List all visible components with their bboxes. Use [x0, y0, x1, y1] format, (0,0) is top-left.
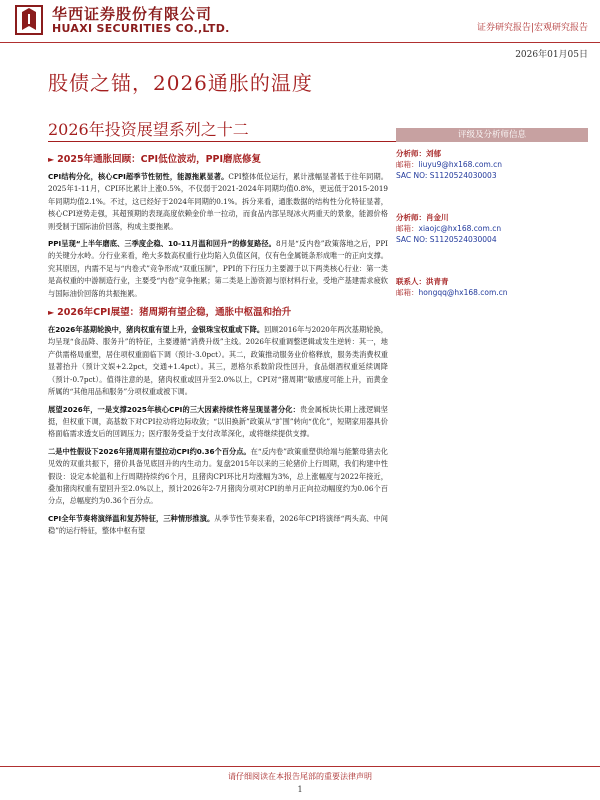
sac-number: SAC NO: S1120524030004: [396, 235, 497, 244]
email-label: 邮箱：: [396, 224, 419, 233]
analyst-name: 分析师：刘郁: [396, 149, 441, 158]
section-heading: ► 2026年CPI展望：猪周期有望企稳，通胀中枢温和抬升: [48, 307, 292, 319]
body-paragraph: [48, 404, 388, 441]
contact-name: 联系人：洪青青: [396, 277, 449, 286]
report-type: 证券研究报告|宏观研究报告: [476, 23, 588, 33]
footer-divider: [0, 766, 600, 767]
series-subtitle: 2026年投资展望系列之十二: [48, 120, 249, 139]
subtitle-divider: [48, 141, 396, 142]
report-title: 股债之锚，2026通胀的温度: [48, 71, 313, 95]
email-label: 邮箱：: [396, 160, 419, 169]
sac-number: SAC NO: S1120524030003: [396, 171, 497, 180]
contact-block: [396, 276, 588, 298]
body-paragraph: [48, 446, 388, 508]
company-name-cn: 华西证券股份有限公司: [52, 5, 213, 23]
email-label: 邮箱：: [396, 288, 419, 297]
paragraph-lead: CPI结构分化，核心CPI超季节性韧性，能源拖累显著。: [48, 172, 229, 181]
paragraph-lead: 展望2026年，一是支撑2025年核心CPI的三大因素持续性将呈现显著分化：: [48, 404, 301, 414]
company-name-en: HUAXI SECURITIES CO.,LTD.: [52, 22, 230, 35]
header-divider: [0, 42, 600, 43]
paragraph-lead: CPI全年节奏将演绎温和复苏特征，三种情形推演。: [48, 513, 215, 523]
triangle-bullet-icon: ►: [48, 155, 55, 164]
paragraph-text: 8月是“反内卷”政策落地之后，PPI的关键分水岭。分行业来看，绝大多数高权重行业均陷入负值区间，仅有色金属链条形成唯一的正向支撑。究其原因，内需不足与“内卷式”竞争形成“双重压制”，PPI的下行压力主要源于以下两类核心行业：第一类是高权重的中游制造行业，主要受“内卷”竞争拖累；第二类是上游资源与原材料行业，受地产基建需求疲软与国际油价回落的共振拖累。: [48, 239, 388, 298]
report-body: [48, 152, 388, 543]
paragraph-text: 在“反内卷”政策重塑供给端与能繁母猪去化见效的双重共振下，猪价具备见底回升的内生动力。复盘2015年以来的三轮猪价上行周期，我们构建中性假设：设定本轮温和上行周期持续约6个月，且猪肉CPI环比月均涨幅为3%，总上涨幅度与2022年接近，叠加猪肉权重有望回升至2.0%以上，预计2026年2-7月猪肉分项对CPI的单月正向拉动幅度约为0.06个百分点，总幅度约为0.36个百分点。: [48, 446, 388, 506]
contact-email-line: [396, 287, 588, 298]
sidebar-header: 评级及分析师信息: [396, 128, 588, 142]
paragraph-lead: 二是中性假设下2026年猪周期有望拉动CPI约0.36个百分点。: [48, 446, 251, 456]
paragraph-lead: PPI呈现“上半年磨底、三季度企稳、10-11月温和回升”的修复路径。: [48, 239, 276, 249]
huaxi-logo-icon: [14, 4, 44, 36]
triangle-bullet-icon: ►: [48, 308, 55, 318]
paragraph-text: 贵金属板块长期上涨逻辑坚挺，但权重下调，高基数下对CPI拉动将边际收敛；“以旧换新”政策从“扩围”转向“优化”，短期家用器具价格面临需求透支后的回调压力；医疗服务受益于支付改革深化，或将继续提供支撑。: [48, 404, 388, 439]
paragraph-lead: 在2026年基期轮换中，猪肉权重有望上升，金银珠宝权重或下降。: [48, 325, 265, 335]
analyst-email-line: [396, 223, 588, 234]
page-number: 1: [297, 785, 303, 794]
analyst-email[interactable]: liuyu9@hx168.com.cn: [418, 160, 503, 169]
analyst-block: [396, 212, 588, 245]
paragraph-text: 从季节性节奏来看，2026年CPI将演绎“两头高、中间稳”的运行特征，整体中枢有望: [48, 513, 388, 536]
analyst-sac: [396, 234, 588, 245]
body-paragraph: [48, 238, 388, 300]
analyst-sac: [396, 170, 588, 181]
contact-email[interactable]: hongqq@hx168.com.cn: [418, 288, 508, 297]
analyst-email-line: [396, 159, 588, 170]
analyst-email[interactable]: xiaojc@hx168.com.cn: [418, 224, 502, 233]
section-heading: ► 2025年通胀回顾：CPI低位波动，PPI磨底修复: [48, 154, 262, 165]
analyst-block: [396, 148, 588, 181]
paragraph-text: CPI整体低位运行，累计涨幅显著低于往年同期。2025年1-11月，CPI环比累计上涨0.5%，不仅弱于2021-2024年同期均值0.8%，更远低于2015-2019年同期均值2.1%。不过，这已经好于2024年同期的0.1%。拆分来看，通胀数据的结构性分化特征显著，核心CPI逆势走强，其超预期的表现高度依赖金价单一拉动，而食品内部呈现冰火两重天的景象，能源价格则受制于国际油价回落，构成主要拖累。: [48, 172, 388, 231]
report-date: 2026年01月05日: [515, 50, 588, 60]
page-header: [0, 0, 600, 44]
analyst-name: 分析师：肖金川: [396, 213, 449, 222]
legal-notice: 请仔细阅读在本报告尾部的重要法律声明: [228, 772, 372, 781]
paragraph-text: 回顾2016年与2020年两次基期轮换，均呈现“食品降、服务升”的特征，主要遵循“消费升级”主线。2026年权重调整逻辑或发生逆转：其一，地产供需格局重塑，居住项权重面临下调（预计-3.0pct）。其二，政策推动服务业价格释放，服务类消费权重显著抬升（预计文娱+2.2pct，交通+1.4pct）。其三，恩格尔系数阶段性回升，食品烟酒权重延续调降（预计-0.7pct）。值得注意的是，猪肉权重或回升至2.0%以上，CPI对“猪周期”敏感度可能上升，而黄金所属的“其他用品和服务”分项权重或被下调。: [48, 325, 388, 397]
body-paragraph: [48, 171, 388, 233]
analyst-sidebar: [396, 128, 588, 298]
body-paragraph: [48, 513, 388, 538]
body-paragraph: [48, 324, 388, 398]
